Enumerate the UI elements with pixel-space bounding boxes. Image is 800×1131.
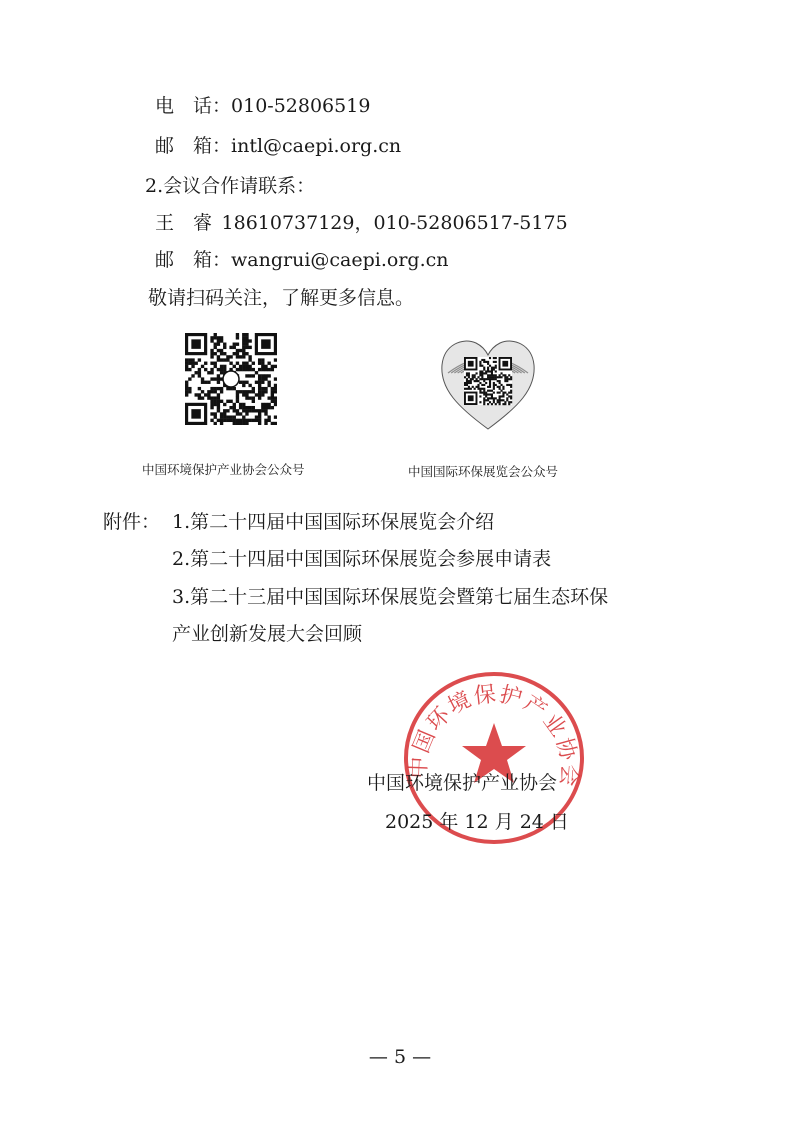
signature-org: 中国环境保护产业协会 (367, 772, 558, 794)
email2-value: wangrui@caepi.org.cn (231, 249, 449, 271)
phone-label: 电 话： (155, 95, 232, 117)
qr-code-heart-icon (438, 333, 538, 433)
person-value: 18610737129，010-52806517-5175 (221, 212, 568, 234)
qr-left-caption: 中国环境保护产业协会公众号 (142, 462, 305, 477)
attachment-item-1: 1.第二十四届中国国际环保展览会介绍 (172, 511, 495, 533)
person-label: 王 睿 (155, 212, 213, 234)
meeting-heading: 2.会议合作请联系： (145, 175, 316, 197)
seal-text: 中国环境保护产业协会 (406, 681, 582, 790)
attachment-item-2: 2.第二十四届中国国际环保展览会参展申请表 (172, 548, 552, 570)
email-label: 邮 箱： (155, 135, 232, 157)
page-number: — 5 — (368, 1046, 432, 1068)
attachment-item-3: 3.第二十三届中国国际环保展览会暨第七届生态环保 (172, 586, 609, 608)
email2-label: 邮 箱： (155, 249, 232, 271)
attachments-label: 附件： (103, 511, 161, 533)
email2-line (155, 248, 449, 272)
signature-date: 2025 年 12 月 24 日 (385, 811, 569, 833)
email-line (155, 134, 401, 158)
email-value: intl@caepi.org.cn (231, 135, 402, 157)
attachment-item-3-cont: 产业创新发展大会回顾 (172, 623, 363, 645)
person-line (155, 211, 568, 235)
phone-value: 010-52806519 (231, 95, 371, 117)
qr-right-caption: 中国国际环保展览会公众号 (408, 464, 559, 479)
phone-line (155, 94, 370, 118)
qr-code-left-icon (185, 333, 277, 425)
follow-note: 敬请扫码关注，了解更多信息。 (148, 287, 415, 309)
